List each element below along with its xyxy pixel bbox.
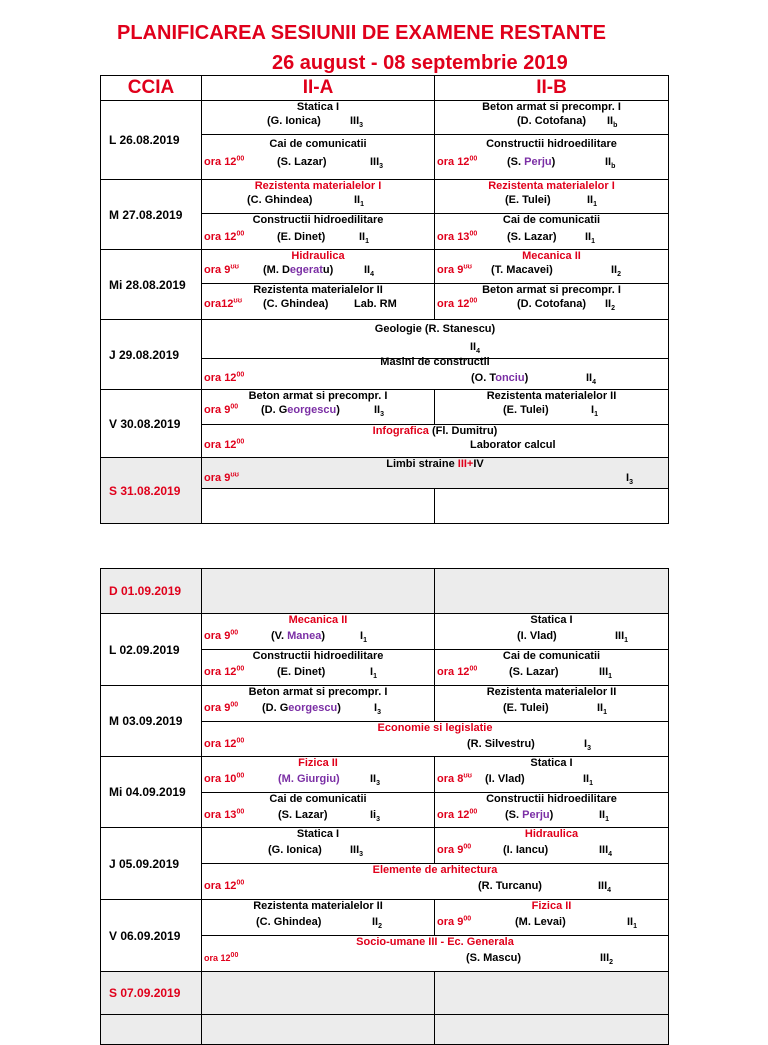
exam-cell bbox=[202, 757, 435, 793]
course-name: Mecanica II bbox=[522, 250, 581, 262]
empty-cell bbox=[435, 489, 669, 524]
room: $III_3$ bbox=[350, 115, 364, 130]
course-name: Constructii hidroedilitare bbox=[486, 793, 617, 805]
exam-cell bbox=[202, 250, 435, 284]
professor: (E. Dinet) bbox=[277, 666, 326, 678]
empty-cell bbox=[202, 1015, 435, 1045]
table-row bbox=[101, 101, 669, 135]
exam-cell-merged bbox=[202, 864, 669, 900]
date-cell: J 29.08.2019 bbox=[101, 320, 202, 390]
course-name: Hidraulica bbox=[291, 250, 345, 262]
exam-time: ora $9^{ʊʊ}$ bbox=[437, 263, 473, 276]
date-cell: D 01.09.2019 bbox=[101, 569, 202, 614]
exam-cell bbox=[435, 250, 669, 284]
room: $II_1$ bbox=[587, 194, 598, 209]
professor: (D. Georgescu) bbox=[261, 404, 340, 416]
room: $III_3$ bbox=[370, 156, 384, 171]
exam-time: ora $8^{ʊʊ}$ bbox=[437, 772, 473, 785]
professor: (O. Tonciu) bbox=[471, 372, 529, 384]
room: $II_1$ bbox=[599, 809, 610, 824]
header-ii-b: II-B bbox=[435, 76, 669, 101]
exam-cell bbox=[202, 284, 435, 320]
professor: (C. Ghindea) bbox=[247, 194, 313, 206]
empty-cell bbox=[435, 1015, 669, 1045]
room: $III_4$ bbox=[598, 880, 612, 895]
professor: (D. Georgescu) bbox=[262, 702, 341, 714]
room: $II_1$ bbox=[627, 916, 638, 931]
date-cell: V 06.09.2019 bbox=[101, 900, 202, 972]
exam-cell bbox=[435, 284, 669, 320]
room: $II_4$ bbox=[586, 372, 597, 387]
professor: (S. Lazar) bbox=[509, 666, 559, 678]
exam-cell bbox=[202, 180, 435, 214]
exam-time: ora $12^{00}$ bbox=[204, 155, 245, 168]
room: $II_1$ bbox=[359, 231, 370, 246]
empty-cell bbox=[435, 972, 669, 1015]
date-cell: Mi 04.09.2019 bbox=[101, 757, 202, 828]
empty-cell bbox=[202, 489, 435, 524]
exam-cell bbox=[202, 390, 435, 425]
room: $II_2$ bbox=[611, 264, 622, 279]
course-name: Cai de comunicatii bbox=[269, 793, 367, 805]
exam-time: ora $12^{00}$ bbox=[204, 879, 245, 892]
room: $I_3$ bbox=[584, 738, 591, 753]
room: $III_3$ bbox=[350, 844, 364, 859]
date-cell: M 03.09.2019 bbox=[101, 686, 202, 757]
room: $II_1$ bbox=[597, 702, 608, 717]
professor: (I. Vlad) bbox=[517, 630, 557, 642]
course-name: Masini de constructii bbox=[380, 356, 490, 368]
course-name: Cai de comunicatii bbox=[502, 650, 601, 662]
exam-time: ora $12^{00}$ bbox=[437, 808, 478, 821]
header-ii-a: II-A bbox=[202, 76, 435, 101]
professor: (E. Dinet) bbox=[277, 231, 326, 243]
date-cell: L 26.08.2019 bbox=[101, 101, 202, 180]
exam-time: ora $12^{00}$ bbox=[204, 665, 245, 678]
professor: (S. Perju) bbox=[507, 156, 556, 168]
room: $II_4$ bbox=[469, 341, 481, 356]
professor: (R. Turcanu) bbox=[478, 880, 542, 892]
exam-cell-merged bbox=[202, 722, 669, 757]
professor: (V. Manea) bbox=[271, 630, 326, 642]
professor: (T. Macavei) bbox=[491, 264, 553, 276]
date-cell: L 02.09.2019 bbox=[101, 614, 202, 686]
professor: (S. Lazar) bbox=[507, 231, 557, 243]
table-row bbox=[101, 972, 669, 1015]
professor: (G. Ionica) bbox=[267, 115, 321, 127]
course-name: Fizica II bbox=[298, 757, 338, 769]
exam-time: ora $9^{00}$ bbox=[204, 701, 239, 714]
table-row bbox=[101, 250, 669, 284]
exam-cell bbox=[435, 686, 669, 722]
course-name: Rezistenta materialelor II bbox=[486, 686, 617, 698]
professor: (S. Lazar) bbox=[277, 156, 327, 168]
exam-cell bbox=[435, 900, 669, 936]
exam-time: ora $12^{00}$ bbox=[204, 737, 245, 750]
schedule-table-2 bbox=[100, 568, 669, 1045]
page-subtitle: 26 august - 08 septembrie 2019 bbox=[272, 52, 568, 74]
empty-cell bbox=[202, 569, 435, 614]
professor: (M. Levai) bbox=[515, 916, 566, 928]
table-row bbox=[101, 686, 669, 722]
professor: (G. Ionica) bbox=[268, 844, 322, 856]
exam-time: ora $12^{00}$ bbox=[204, 230, 245, 243]
page-title: PLANIFICAREA SESIUNII DE EXAMENE RESTANTE bbox=[117, 22, 606, 44]
room: $II_1$ bbox=[585, 231, 596, 246]
exam-cell bbox=[435, 101, 669, 135]
professor: (R. Silvestru) bbox=[467, 738, 535, 750]
course-name: Rezistenta materialelor I bbox=[488, 180, 615, 192]
professor: (C. Ghindea) bbox=[256, 916, 322, 928]
exam-time: ora $10^{00}$ bbox=[204, 772, 245, 785]
course-name: Limbi straine III+IV bbox=[386, 458, 484, 470]
room: $II_2$ bbox=[372, 916, 383, 931]
course-name: Constructii hidroedilitare bbox=[252, 214, 384, 226]
exam-cell bbox=[435, 214, 669, 250]
empty-cell bbox=[435, 569, 669, 614]
course-name: Elemente de arhitectura bbox=[372, 864, 498, 876]
professor: (E. Tulei) bbox=[505, 194, 551, 206]
exam-cell bbox=[435, 793, 669, 828]
professor: (D. Cotofana) bbox=[517, 298, 587, 310]
exam-time: ora $12^{00}$ bbox=[204, 438, 245, 451]
course-name: Mecanica II bbox=[288, 614, 348, 626]
exam-cell bbox=[435, 650, 669, 686]
exam-cell bbox=[435, 135, 669, 180]
exam-time: ora $12^{00}$ bbox=[437, 665, 478, 678]
exam-time: ora $12^{00}$ bbox=[204, 952, 239, 963]
exam-cell-merged bbox=[202, 356, 669, 390]
table-row bbox=[101, 614, 669, 650]
professor: (I. Vlad) bbox=[485, 773, 525, 785]
course-name: Economie si legislatie bbox=[377, 722, 493, 734]
room: $I_3$ bbox=[626, 472, 633, 487]
professor: (S. Mascu) bbox=[466, 952, 522, 964]
course-name: Socio-umane III - Ec. Generala bbox=[356, 936, 514, 948]
exam-cell bbox=[202, 214, 435, 250]
exam-time: ora $9^{ʊʊ}$ bbox=[204, 471, 240, 484]
room: $II_4$ bbox=[364, 264, 375, 279]
date-cell: V 30.08.2019 bbox=[101, 390, 202, 458]
exam-cell bbox=[435, 614, 669, 650]
exam-cell-merged bbox=[202, 936, 669, 972]
course-name: Statica I bbox=[296, 828, 340, 840]
date-cell: S 31.08.2019 bbox=[101, 458, 202, 524]
course-name: Fizica II bbox=[531, 900, 572, 912]
table-row bbox=[101, 458, 669, 489]
professor: (M. Degeratu) bbox=[263, 264, 334, 276]
room: $III_1$ bbox=[615, 630, 629, 645]
lab-location: Lab. RM bbox=[354, 298, 397, 310]
room: $III_1$ bbox=[599, 666, 613, 681]
course-name: Beton armat si precompr. I bbox=[248, 390, 388, 402]
date-cell: J 05.09.2019 bbox=[101, 828, 202, 900]
professor: (D. Cotofana) bbox=[517, 115, 587, 127]
course-name: Constructii hidroedilitare bbox=[252, 650, 384, 662]
professor: (E. Tulei) bbox=[503, 702, 549, 714]
exam-cell bbox=[202, 828, 435, 864]
room: $I_1$ bbox=[591, 404, 598, 419]
professor: (S. Perju) bbox=[505, 809, 554, 821]
table-row bbox=[101, 180, 669, 214]
exam-cell-merged bbox=[202, 458, 669, 489]
course-name: Beton armat si precompr. I bbox=[482, 284, 621, 296]
exam-time: ora $9^{00}$ bbox=[437, 915, 472, 928]
empty-cell bbox=[101, 1015, 202, 1045]
header-row bbox=[101, 76, 669, 101]
course-name: Cai de comunicatii bbox=[502, 214, 601, 226]
exam-time: ora $13^{00}$ bbox=[437, 230, 478, 243]
exam-cell bbox=[202, 614, 435, 650]
exam-cell-merged bbox=[202, 425, 669, 458]
room: $III_2$ bbox=[600, 952, 614, 967]
room: $II_1$ bbox=[354, 194, 365, 209]
room: $I_3$ bbox=[374, 702, 381, 717]
header-ccia: CCIA bbox=[101, 76, 202, 101]
table-row bbox=[101, 757, 669, 793]
course-name: Beton armat si precompr. I bbox=[248, 686, 388, 698]
room: $I_1$ bbox=[360, 630, 367, 645]
table-row bbox=[101, 828, 669, 864]
course-name: Statica I bbox=[296, 101, 340, 113]
table-row bbox=[101, 320, 669, 359]
exam-time: ora $9^{00}$ bbox=[437, 843, 472, 856]
professor: (S. Lazar) bbox=[278, 809, 328, 821]
professor: (C. Ghindea) bbox=[263, 298, 329, 310]
empty-cell bbox=[202, 972, 435, 1015]
exam-time: ora $9^{00}$ bbox=[204, 403, 239, 416]
course-name: Infografica (Fl. Dumitru) bbox=[372, 425, 498, 437]
exam-cell-merged bbox=[202, 320, 669, 359]
course-name: Rezistenta materialelor II bbox=[253, 900, 383, 912]
schedule-table-1 bbox=[100, 75, 669, 524]
exam-cell bbox=[202, 686, 435, 722]
room: $Ii_3$ bbox=[370, 809, 381, 824]
room: $II_3$ bbox=[374, 404, 385, 419]
exam-cell bbox=[202, 900, 435, 936]
room: $II_b$ bbox=[607, 115, 618, 130]
exam-time: $ora12^{ʊʊ}$ bbox=[204, 297, 243, 310]
room: $III_4$ bbox=[599, 844, 613, 859]
course-name: Constructii hidroedilitare bbox=[486, 138, 617, 150]
date-cell: Mi 28.08.2019 bbox=[101, 250, 202, 320]
course-name: Statica I bbox=[530, 614, 573, 626]
table-row bbox=[101, 1015, 669, 1045]
room: $II_1$ bbox=[583, 773, 594, 788]
room: $II_b$ bbox=[605, 156, 616, 171]
date-cell: S 07.09.2019 bbox=[101, 972, 202, 1015]
exam-cell bbox=[435, 828, 669, 864]
lab-location: Laborator calcul bbox=[470, 439, 556, 451]
course-name: Rezistenta materialelor I bbox=[254, 180, 382, 192]
course-name: Geologie (R. Stanescu) bbox=[374, 323, 496, 335]
course-name: Cai de comunicatii bbox=[269, 138, 367, 150]
room: $II_2$ bbox=[605, 298, 616, 313]
exam-cell bbox=[435, 390, 669, 425]
exam-time: ora $12^{00}$ bbox=[204, 371, 245, 384]
course-name: Hidraulica bbox=[524, 828, 579, 840]
course-name: Rezistenta materialelor II bbox=[486, 390, 617, 402]
professor: (I. Iancu) bbox=[503, 844, 549, 856]
professor: (M. Giurgiu) bbox=[278, 773, 340, 785]
exam-time: ora $13^{00}$ bbox=[204, 808, 245, 821]
date-cell: M 27.08.2019 bbox=[101, 180, 202, 250]
professor: (E. Tulei) bbox=[503, 404, 549, 416]
room: $II_3$ bbox=[370, 773, 381, 788]
exam-cell bbox=[202, 650, 435, 686]
course-name: Statica I bbox=[530, 757, 573, 769]
exam-time: ora $9^{ʊʊ}$ bbox=[204, 263, 240, 276]
exam-cell bbox=[435, 180, 669, 214]
exam-time: ora $12^{00}$ bbox=[437, 297, 478, 310]
exam-cell bbox=[202, 135, 435, 180]
exam-cell bbox=[202, 101, 435, 135]
table-row bbox=[101, 900, 669, 936]
exam-cell bbox=[435, 757, 669, 793]
exam-cell bbox=[202, 793, 435, 828]
table-row bbox=[101, 390, 669, 425]
course-name: Rezistenta materialelor II bbox=[253, 284, 383, 296]
table-row bbox=[101, 569, 669, 614]
course-name: Beton armat si precompr. I bbox=[482, 101, 621, 113]
room: $I_1$ bbox=[370, 666, 377, 681]
exam-time: ora $9^{00}$ bbox=[204, 629, 239, 642]
exam-time: ora $12^{00}$ bbox=[437, 155, 478, 168]
